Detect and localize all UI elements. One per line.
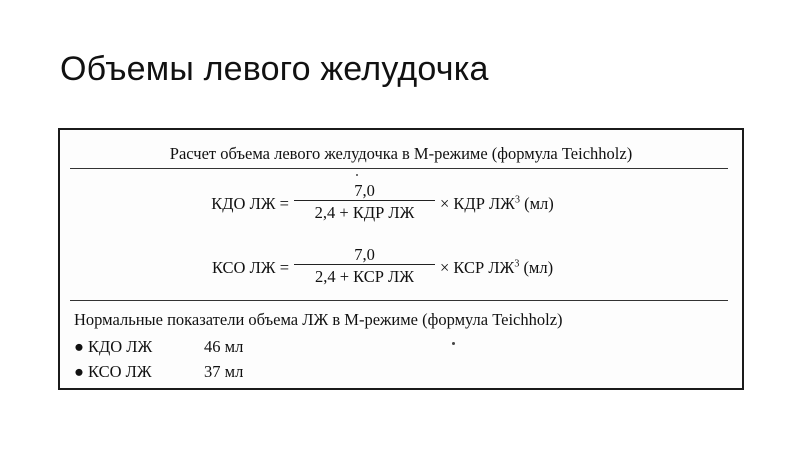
rhs-unit: (мл) (519, 258, 554, 277)
formula-rhs (440, 194, 554, 214)
formula-esv (60, 240, 742, 298)
divider-top (70, 168, 728, 169)
figure-header: Расчет объема левого желудочка в М-режиме (формула Teichholz) (169, 144, 633, 163)
normal-value: 37 мл (204, 362, 244, 381)
formula-lhs: КДО ЛЖ = (211, 194, 289, 213)
normal-label: КСО ЛЖ (88, 362, 152, 381)
slide-title: Объемы левого желудочка (60, 50, 489, 88)
list-item (74, 362, 243, 384)
normal-label: КДО ЛЖ (88, 337, 153, 356)
fraction-denominator: 2,4 + КДР ЛЖ (314, 203, 415, 222)
rhs-exponent: 3 (514, 258, 520, 270)
fraction (292, 176, 437, 225)
divider-bottom (70, 300, 728, 301)
formula-lhs: КСО ЛЖ = (211, 258, 289, 277)
fraction-denominator: 2,4 + КСР ЛЖ (314, 267, 415, 286)
rhs-exponent: 3 (514, 194, 520, 206)
normal-value: 46 мл (204, 337, 244, 356)
fraction (292, 240, 437, 289)
normals-header: Нормальные показатели объема ЛЖ в М-режиме (формула Teichholz) (74, 310, 563, 329)
fraction-numerator: 7,0 (354, 181, 375, 200)
bullet-icon: ● (74, 337, 84, 356)
formula-figure (58, 128, 744, 390)
rhs-unit: (мл) (519, 194, 554, 213)
scan-speck (452, 342, 455, 345)
rhs-base: × КСР ЛЖ (440, 258, 515, 277)
bullet-icon: ● (74, 362, 84, 381)
formula-rhs (440, 258, 553, 278)
list-item (74, 337, 243, 359)
formula-edv (60, 176, 742, 234)
fraction-numerator: 7,0 (354, 245, 375, 264)
scan-speck (356, 174, 358, 176)
rhs-base: × КДР ЛЖ (440, 194, 515, 213)
